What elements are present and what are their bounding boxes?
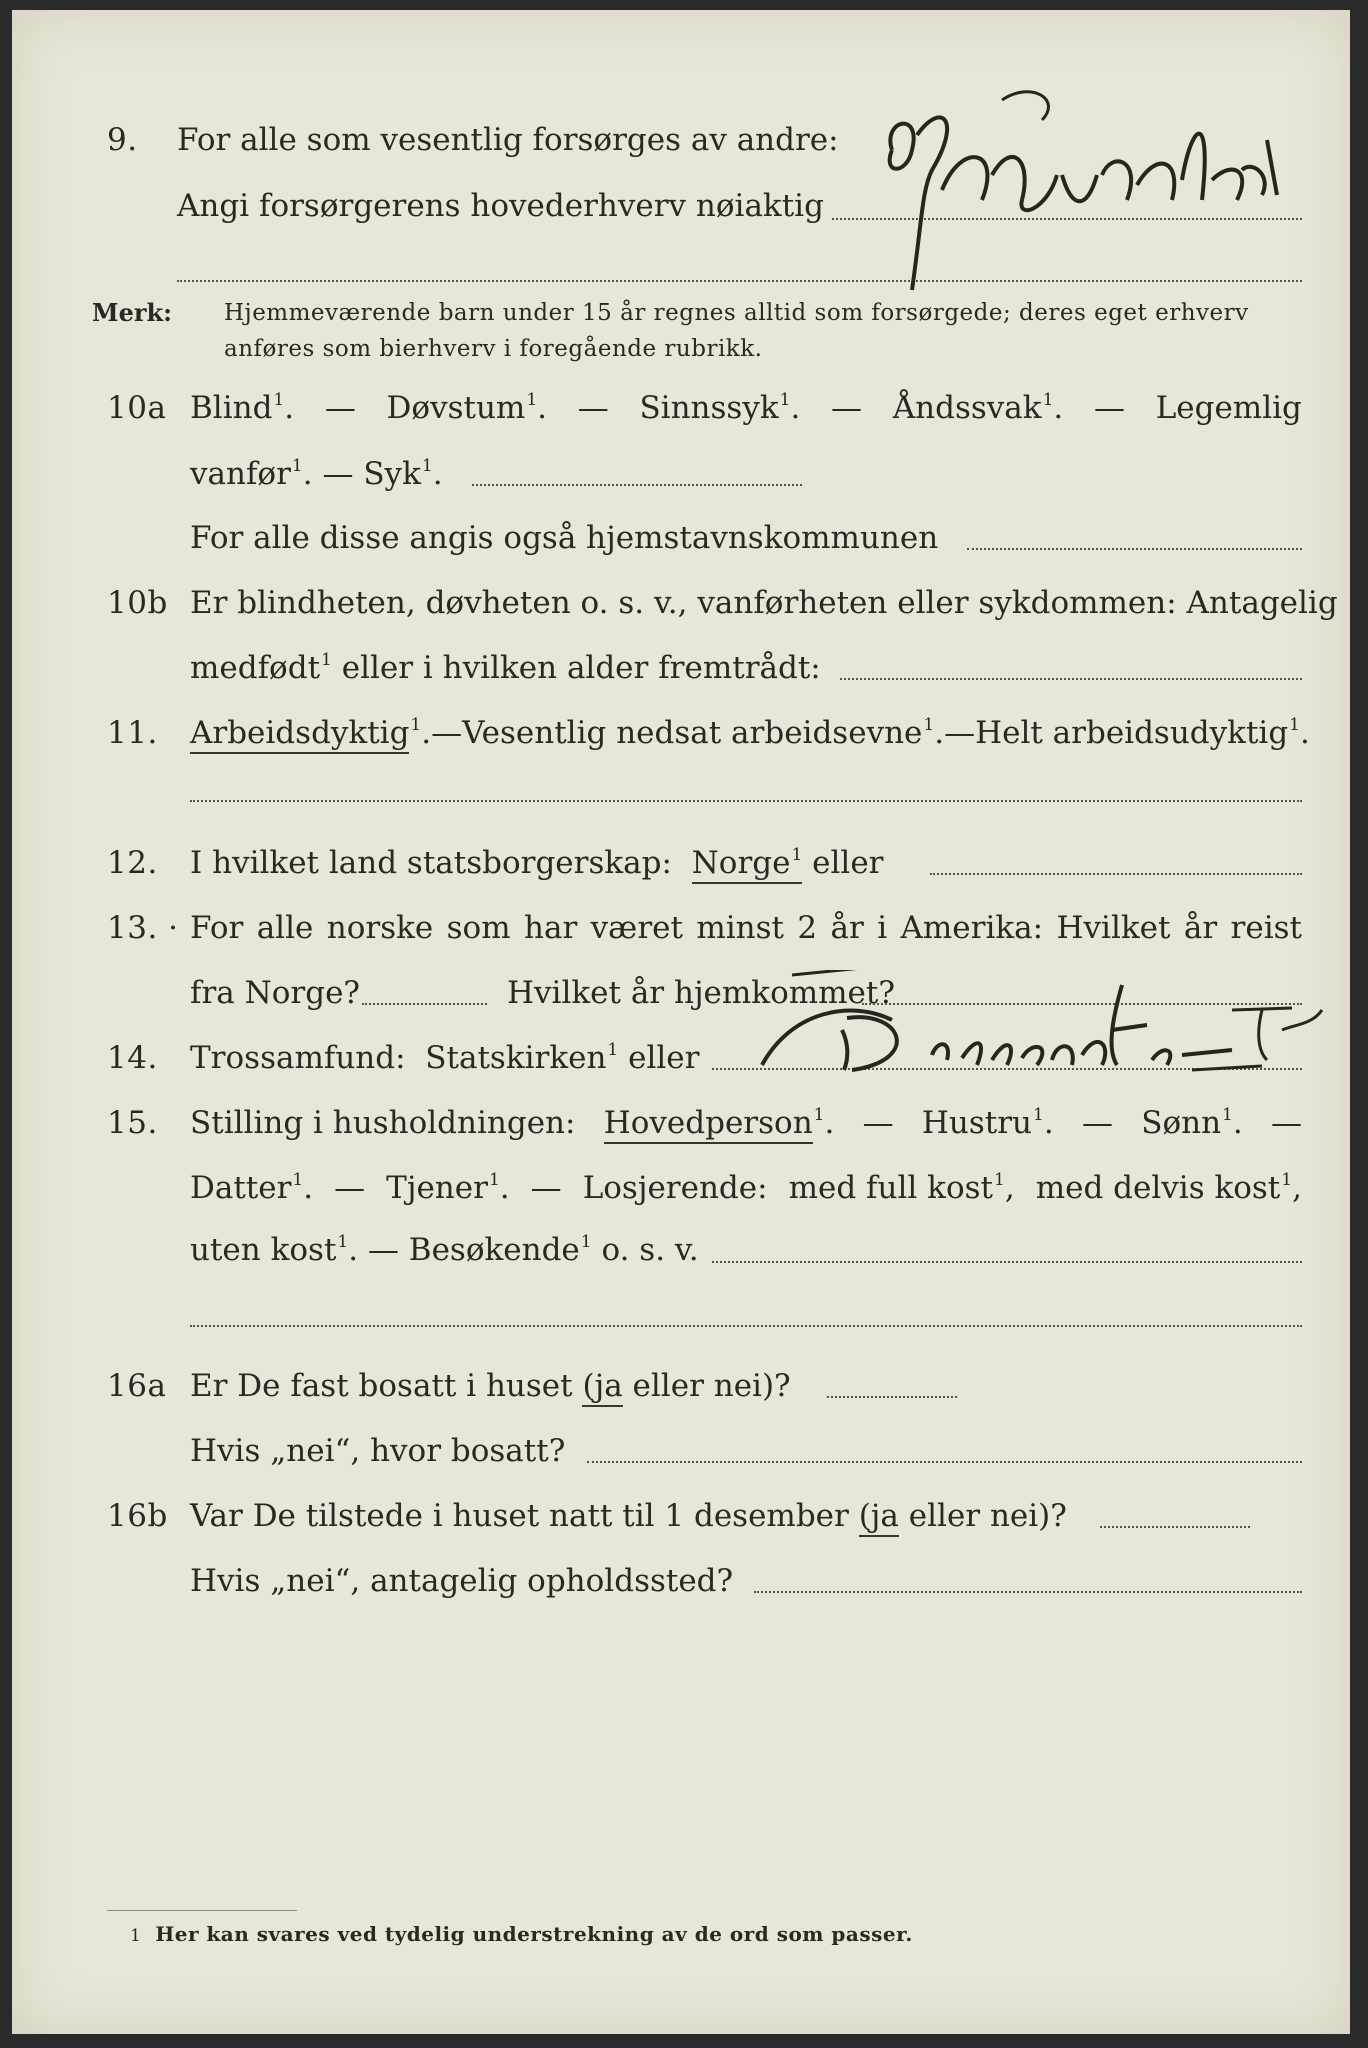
q12-dotted-line[interactable] (930, 873, 1302, 875)
q16a-selected-option: (ja (582, 1368, 622, 1407)
q10a-line3: For alle disse angis også hjemstavnskommunen (190, 520, 939, 556)
q16a-number: 16a (107, 1368, 167, 1404)
q10b-line2: medfødt$^1$ eller i hvilken alder fremtrådt: (190, 650, 821, 686)
form-sheet (12, 10, 1350, 2034)
q15-line1: Stilling i husholdningen: Hovedperson$^1$. — Hustru$^1$. — Sønn$^1$. — (190, 1105, 1302, 1141)
q14-handwritten-answer (752, 970, 1342, 1080)
q10a-dotted-line2[interactable] (967, 548, 1302, 550)
q16a-dotted-line1[interactable] (827, 1396, 957, 1398)
q13-line1: For alle norske som har været minst 2 år i Amerika: Hvilket år reist (190, 910, 1302, 946)
q9-line2: Angi forsørgerens hovederhverv nøiaktig (177, 188, 824, 224)
q16b-number: 16b (107, 1498, 168, 1534)
q16b-dotted-line1[interactable] (1100, 1526, 1250, 1528)
q11-line1: Arbeidsdyktig$^1$. — Vesentlig nedsat arbeidsevne$^1$. — Helt arbeidsudyktig$^1$. (190, 715, 1302, 751)
q10a-line1: Blind$^1$. — Døvstum$^1$. — Sinnssyk$^1$. — Åndssvak$^1$. — Legemlig (190, 390, 1302, 426)
q15-line2: Datter$^1$. — Tjener$^1$. — Losjerende: med full kost$^1$, med delvis kost$^1$, (190, 1170, 1302, 1206)
q16b-selected-option: (ja (859, 1498, 899, 1537)
footnote: 1 Her kan svares ved tydelig understrekning av de ord som passer. (130, 1922, 913, 1946)
q12-selected-option: Norge$^1$ (692, 845, 803, 884)
q10b-number: 10b (107, 585, 168, 621)
merk-line2: anføres som bierhverv i foregående rubrikk. (224, 336, 763, 362)
q9-number: 9. (107, 122, 138, 158)
q10b-line1: Er blindheten, døvheten o. s. v., vanførheten eller sykdommen: Antagelig (190, 585, 1338, 621)
q16b-line1: Var De tilstede i huset natt til 1 desember (ja eller nei)? (190, 1498, 1067, 1534)
q12-line1: I hvilket land statsborgerskap: Norge$^1$ eller (190, 845, 884, 881)
q16a-line2: Hvis „nei“, hvor bosatt? (190, 1433, 566, 1469)
q13-line2b: Hvilket år hjemkommet? (507, 975, 895, 1011)
q15-dotted-line2[interactable] (190, 1325, 1302, 1327)
q15-dotted-line1[interactable] (712, 1261, 1302, 1263)
q16b-dotted-line2[interactable] (754, 1591, 1302, 1593)
q11-number: 11. (107, 715, 158, 751)
merk-label: Merk: (92, 298, 172, 327)
q16a-line1: Er De fast bosatt i huset (ja eller nei)? (190, 1368, 791, 1404)
q9-handwritten-answer (872, 80, 1312, 300)
q10a-number: 10a (107, 390, 167, 426)
footnote-rule (107, 1910, 297, 1911)
q10a-line2: vanfør$^1$. — Syk$^1$. (190, 456, 443, 492)
q16a-dotted-line2[interactable] (587, 1461, 1302, 1463)
q11-selected-option: Arbeidsdyktig (190, 715, 409, 754)
q14-line1: Trossamfund: Statskirken$^1$ eller (190, 1040, 700, 1076)
q13-dotted-year-reist[interactable] (362, 1003, 487, 1005)
q15-line3: uten kost$^1$. — Besøkende$^1$ o. s. v. (190, 1232, 699, 1268)
q10a-dotted-line1[interactable] (472, 484, 802, 486)
q11-dotted-line[interactable] (190, 800, 1302, 802)
q13-number: 13. · (107, 910, 179, 946)
q13-line2a: fra Norge? (190, 975, 361, 1011)
q15-number: 15. (107, 1105, 158, 1141)
q15-selected-option: Hovedperson (604, 1105, 813, 1144)
q16b-line2: Hvis „nei“, antagelig opholdssted? (190, 1563, 734, 1599)
q9-line1: For alle som vesentlig forsørges av andre: (177, 122, 839, 158)
q10b-dotted-line[interactable] (840, 678, 1302, 680)
q12-number: 12. (107, 845, 158, 881)
merk-line1: Hjemmeværende barn under 15 år regnes alltid som forsørgede; deres eget erhverv (224, 300, 1249, 326)
q14-number: 14. (107, 1040, 158, 1076)
